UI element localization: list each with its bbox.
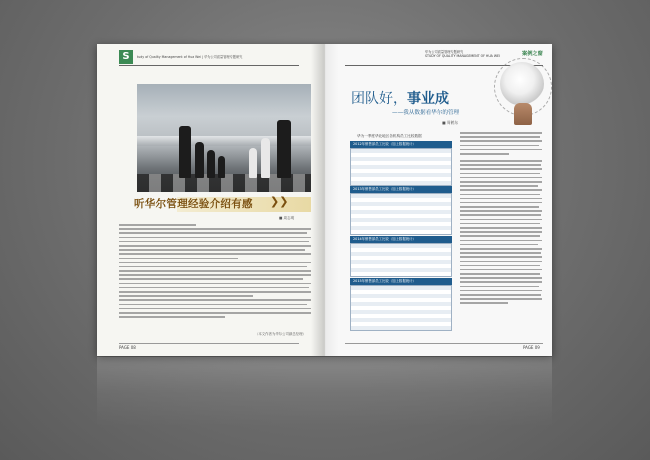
lightbulb-icon [500,62,544,106]
table-heading: 2015年销售部员工比较（加上数据统计） [350,278,452,285]
right-article-title [351,88,449,108]
right-article-subtitle: ——我从数据看华尔的管理 [392,110,460,116]
data-table [350,236,452,277]
table-body [350,285,452,331]
chess-piece [207,150,215,178]
section-badge-case: 案例之窗 [522,51,543,57]
data-table [350,278,452,331]
hand-holding-bulb [514,103,532,125]
right-article-author: ■ 周鹤东 [442,120,459,125]
chess-piece [218,156,225,178]
data-table [350,141,452,186]
right-footer-rule [345,343,543,344]
left-footer-rule [119,343,299,344]
left-article-title: 听华尔管理经验介绍有感 [134,198,253,210]
left-article-author: ■ 周志明 [279,216,295,220]
right-page-number: PAGE 09 [523,345,540,350]
right-article-body [460,160,542,307]
section-badge: S [119,50,133,64]
spread-reflection [97,357,552,427]
left-article-footnote: （本文作者为华尔公司副总经理） [255,332,306,336]
table-heading: 2012年销售部员工比较（加上数据统计） [350,141,452,148]
chess-piece-white [261,138,270,178]
title-chevrons: ❯❯ [270,195,289,208]
left-header-rule [119,65,299,66]
left-article-body [119,224,311,320]
right-article-body-top [460,132,542,157]
table-heading: 2014年销售部员工比较（加上数据统计） [350,236,452,243]
data-table [350,186,452,235]
right-header-en: STUDY OF QUALITY MANAGEMENT OF HUA WEI [425,54,500,58]
right-title-plain: 团队好， [351,91,407,107]
chess-piece-white [249,148,257,178]
table-body [350,243,452,277]
left-page-number: PAGE 08 [119,345,136,350]
chess-king-piece [179,126,191,178]
chess-photo [137,84,311,192]
right-header-cn: 华为公司质量管理专题研究 [425,50,464,54]
chess-piece [195,142,204,178]
left-header-text: tudy of Quality Management of Hua Wei | 华为公司质量管理专题研究 [137,55,243,59]
right-header-text [425,49,500,58]
table-body [350,193,452,235]
right-title-emphasis: 事业成 [407,91,449,107]
table-body [350,148,452,186]
chess-piece [277,120,291,178]
tables-title: 华为一季度华北地区各机构员工比较数据 [357,134,422,138]
table-heading: 2013年销售部员工比较（加上数据统计） [350,186,452,193]
